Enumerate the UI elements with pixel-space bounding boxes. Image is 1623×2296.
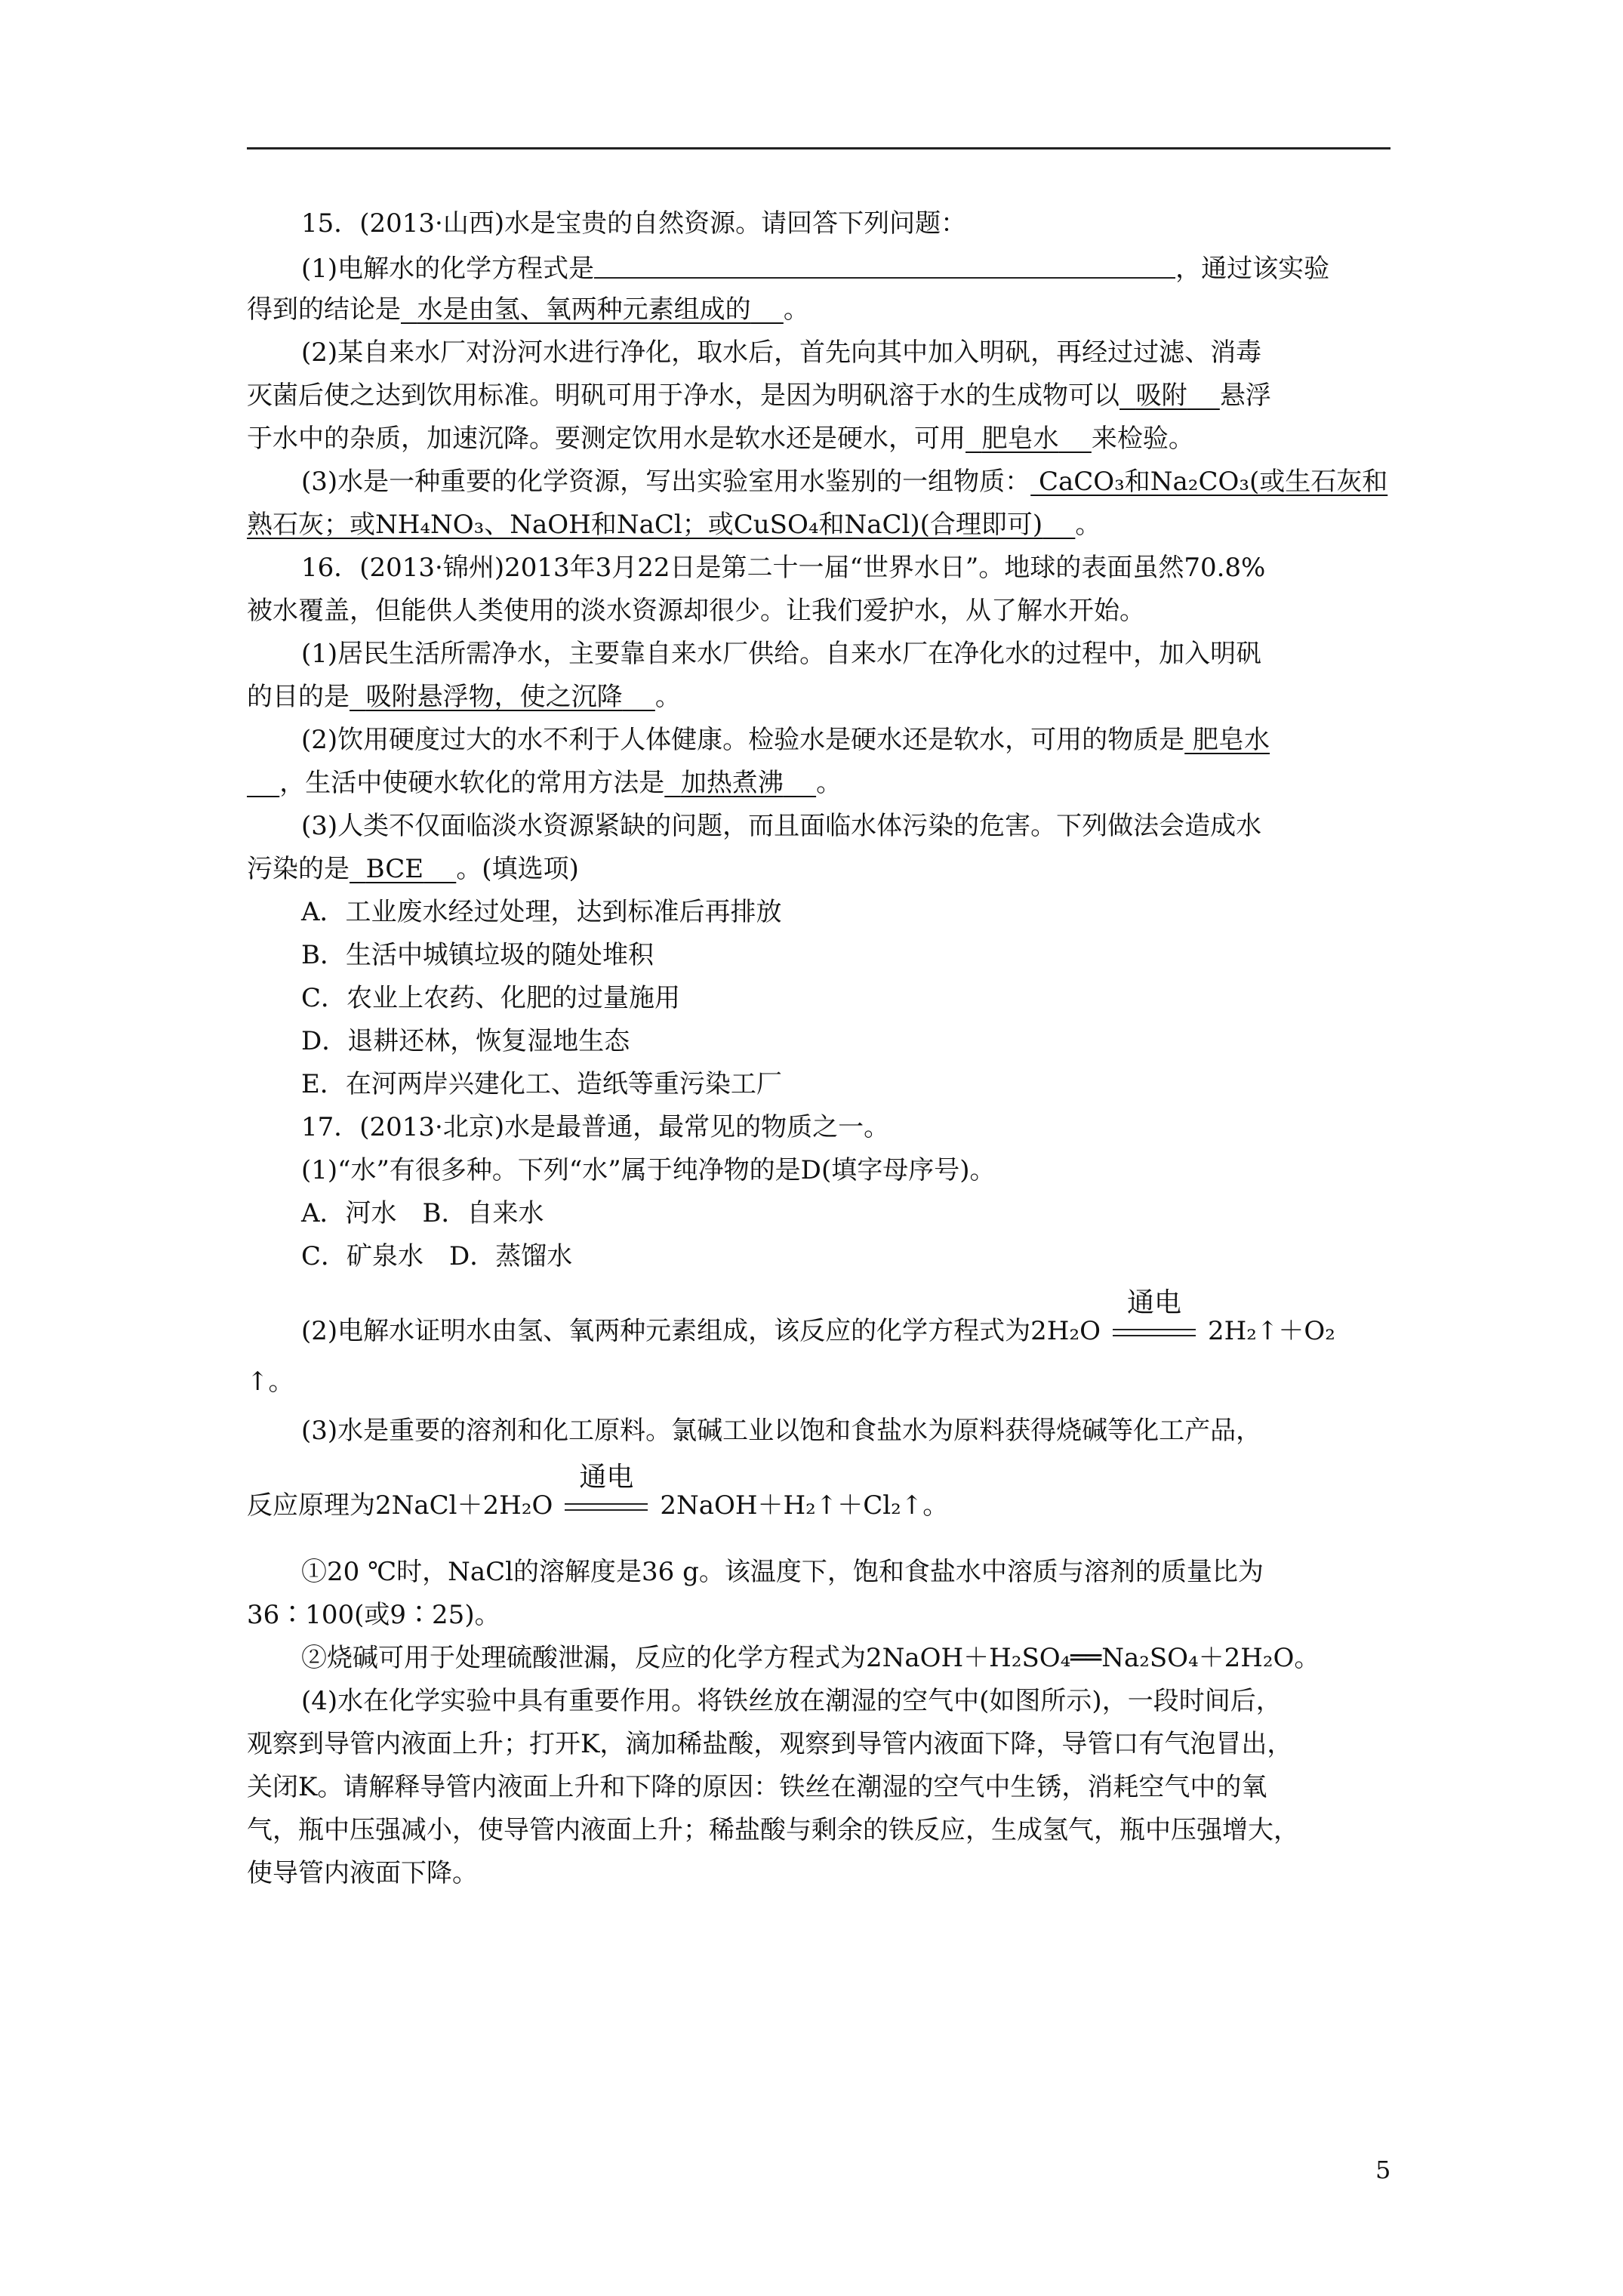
q15-part1-line2: 得到的结论是 水是由氢、氧两种元素组成的 。 bbox=[247, 294, 809, 325]
answer-text: 水是由氢、氧两种元素组成的 bbox=[417, 294, 751, 325]
q16-title: 16．(2013·锦州)2013年3月22日是第二十一届“世界水日”。地球的表面虽然70.8% bbox=[301, 553, 1266, 583]
answer-text: 吸附 bbox=[1135, 381, 1187, 411]
q17-part4-line4: 气，瓶中压强减小，使导管内液面上升；稀盐酸与剩余的铁反应，生成氢气，瓶中压强增大， bbox=[247, 1815, 1299, 1845]
q17-options-ab: A．河水 B．自来水 bbox=[301, 1198, 544, 1228]
q15-title: 15．(2013·山西)水是宝贵的自然资源。请回答下列问题： bbox=[301, 208, 967, 239]
q16-part3-line2: 污染的是 BCE 。(填选项) bbox=[247, 854, 579, 884]
q15-part1-line1: (1)电解水的化学方程式是 ，通过该实验 bbox=[247, 245, 1394, 288]
q17-part4-line5: 使导管内液面下降。 bbox=[247, 1858, 478, 1888]
option-item: D．退耕还林，恢复湿地生态 bbox=[301, 1026, 630, 1056]
q16-part1-line1: (1)居民生活所需净水，主要靠自来水厂供给。自来水厂在净化水的过程中，加入明矾 bbox=[301, 639, 1262, 669]
option-item: A．工业废水经过处理，达到标准后再排放 bbox=[301, 897, 782, 927]
q17-title: 17．(2013·北京)水是最普通，最常见的物质之一。 bbox=[301, 1112, 890, 1142]
answer-text: 肥皂水 bbox=[981, 424, 1059, 454]
page-number: 5 bbox=[1375, 2156, 1391, 2184]
q17-part2-line2: ↑。 bbox=[247, 1367, 294, 1397]
document-body bbox=[247, 202, 1394, 1895]
q16-title-line2: 被水覆盖，但能供人类使用的淡水资源却很少。让我们爱护水，从了解水开始。 bbox=[247, 596, 1145, 626]
q15-part2-line3: 于水中的杂质，加速沉降。要测定饮用水是软水还是硬水，可用 肥皂水 来检验。 bbox=[247, 424, 1194, 454]
answer-text: CaCO₃和Na₂CO₃(或生石灰和熟石灰；或NH₄NO₃、NaOH和NaCl；或CuSO₄和NaCl)(合理即可) bbox=[247, 467, 1388, 540]
option-item: C．农业上农药、化肥的过量施用 bbox=[301, 983, 681, 1013]
answer-blank bbox=[594, 245, 1175, 279]
header-rule bbox=[247, 147, 1390, 149]
q15-part2-line2: 灭菌后使之达到饮用标准。明矾可用于净水，是因为明矾溶于水的生成物可以 吸附 悬浮 bbox=[247, 381, 1271, 411]
q17-part1: (1)“水”有很多种。下列“水”属于纯净物的是D(填字母序号)。 bbox=[301, 1155, 996, 1185]
option-item: B．生活中城镇垃圾的随处堆积 bbox=[301, 940, 654, 970]
q17-part3-line2: 反应原理为2NaCl＋2H₂O 通电 2NaOH＋H₂↑＋Cl₂↑。 bbox=[247, 1462, 949, 1521]
q16-part2-line1: (2)饮用硬度过大的水不利于人体健康。检验水是硬水还是软水，可用的物质是 肥皂水 bbox=[301, 725, 1270, 755]
answer-text: 吸附悬浮物，使之沉降 bbox=[365, 682, 623, 712]
reaction-condition: 通电 bbox=[1110, 1321, 1199, 1344]
q15-part2-line1: (2)某自来水厂对汾河水进行净化，取水后，首先向其中加入明矾，再经过过滤、消毒 bbox=[301, 337, 1262, 368]
q17-part4-line1: (4)水在化学实验中具有重要作用。将铁丝放在潮湿的空气中(如图所示)，一段时间后， bbox=[301, 1686, 1282, 1716]
q17-part4-line3: 关闭K。请解释导管内液面上升和下降的原因：铁丝在潮湿的空气中生锈，消耗空气中的氧 bbox=[247, 1772, 1267, 1802]
q17-part4-line2: 观察到导管内液面上升；打开K，滴加稀盐酸，观察到导管内液面下降，导管口有气泡冒出， bbox=[247, 1729, 1293, 1759]
answer-text: 加热煮沸 bbox=[680, 768, 784, 798]
answer-text: 肥皂水 bbox=[1192, 725, 1270, 755]
q17-part3-sub2: ②烧碱可用于处理硫酸泄漏，反应的化学方程式为2NaOH＋H₂SO₄══Na₂SO₄＋2H₂O。 bbox=[301, 1643, 1320, 1673]
q17-part3-sub1-line1: ①20 ℃时，NaCl的溶解度是36 g。该温度下，饱和食盐水中溶质与溶剂的质量比为 bbox=[301, 1557, 1264, 1587]
q16-part2-line2: ，生活中使硬水软化的常用方法是 加热煮沸 。 bbox=[279, 768, 842, 798]
q17-part3-sub1-line2: 36∶100(或9∶25)。 bbox=[247, 1600, 500, 1630]
q17-options-cd: C．矿泉水 D．蒸馏水 bbox=[301, 1241, 573, 1271]
q16-part1-line2: 的目的是 吸附悬浮物，使之沉降 。 bbox=[247, 682, 681, 712]
q16-part3-line1: (3)人类不仅面临淡水资源紧缺的问题，而且面临水体污染的危害。下列做法会造成水 bbox=[301, 811, 1262, 841]
q17-part2-line1: (2)电解水证明水由氢、氧两种元素组成，该反应的化学方程式为2H₂O 通电 2H₂↑＋O₂ bbox=[301, 1287, 1335, 1346]
reaction-condition: 通电 bbox=[562, 1496, 651, 1518]
q15-part3: (3)水是一种重要的化学资源，写出实验室用水鉴别的一组物质： CaCO₃和Na₂CO₃(或生石灰和熟石灰；或NH₄NO₃、NaOH和NaCl；或CuSO₄和NaCl)(合理即可) 。 bbox=[247, 467, 1388, 540]
answer-text: BCE bbox=[365, 854, 424, 884]
option-item: E．在河两岸兴建化工、造纸等重污染工厂 bbox=[301, 1069, 782, 1099]
q17-part3-line1: (3)水是重要的溶剂和化工原料。氯碱工业以饱和食盐水为原料获得烧碱等化工产品， bbox=[301, 1416, 1262, 1446]
